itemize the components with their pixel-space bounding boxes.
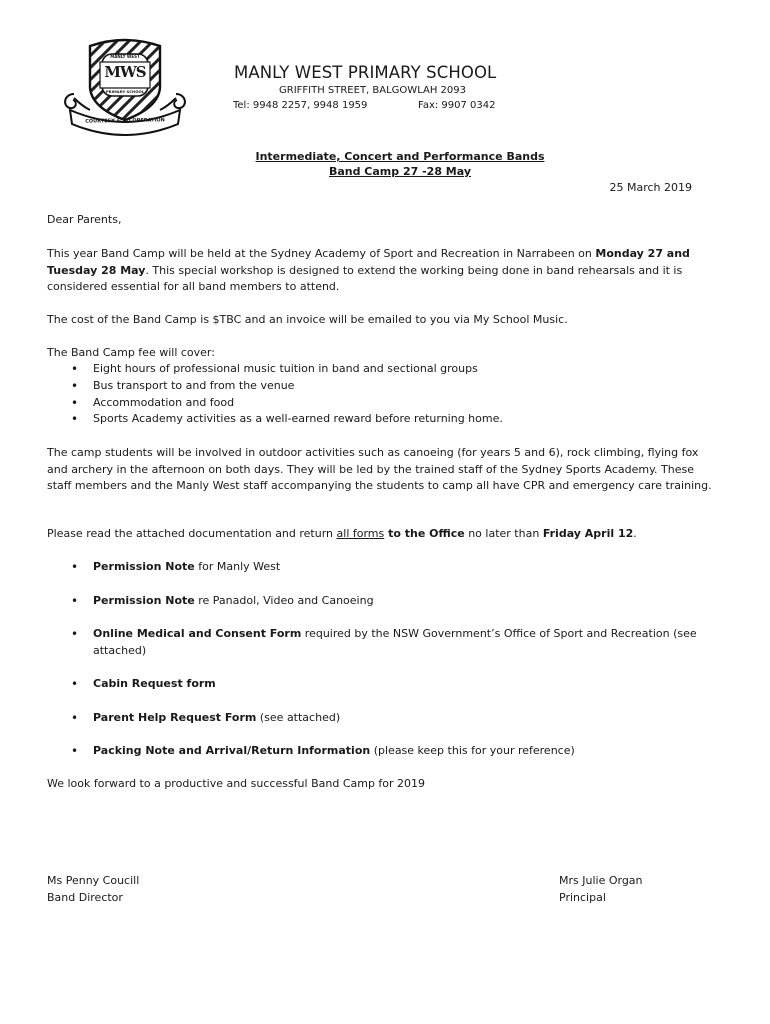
signatory-name: Mrs Julie Organ xyxy=(559,874,643,887)
instruction-text-end: . xyxy=(633,527,637,540)
letter-date: 25 March 2019 xyxy=(609,181,692,194)
form-title: Permission Note xyxy=(93,560,195,573)
form-item xyxy=(47,710,715,727)
fee-cover-list xyxy=(47,361,707,428)
camp-dates: Monday 27 and Tuesday 28 May xyxy=(47,247,690,277)
all-forms-emphasis: all forms xyxy=(336,527,385,540)
school-name: MANLY WEST PRIMARY SCHOOL xyxy=(234,63,497,82)
deadline-date: Friday April 12 xyxy=(542,527,634,540)
list-item: • Accommodation and food xyxy=(47,395,707,412)
form-item xyxy=(47,593,715,610)
school-address: GRIFFITH STREET, BALGOWLAH 2093 xyxy=(279,85,466,96)
crest-motto: COURTESY & CO OPERATION xyxy=(85,117,165,125)
letter-heading-line2: Band Camp 27 -28 May xyxy=(328,165,472,178)
cost-paragraph: The cost of the Band Camp is $TBC and an invoice will be emailed to you via My School Music. xyxy=(47,313,568,326)
form-item xyxy=(47,743,715,760)
form-note: required by the NSW Government’s Office of Sport and Recreation (see attached) xyxy=(93,627,697,657)
signatory-title: Band Director xyxy=(47,890,123,904)
form-title: Online Medical and Consent Form xyxy=(93,627,302,640)
instruction-text-mid: no later than xyxy=(464,527,543,540)
list-item: • Sports Academy activities as a well-earned reward before returning home. xyxy=(47,411,707,428)
list-item: • Bus transport to and from the venue xyxy=(47,378,707,395)
form-item xyxy=(47,559,715,576)
forms-list xyxy=(47,559,715,777)
crest-top-text: MANLY WEST xyxy=(110,54,140,59)
form-title: Permission Note xyxy=(93,593,195,607)
fee-cover-intro: The Band Camp fee will cover: xyxy=(47,346,215,359)
form-title: Packing Note and Arrival/Return Information xyxy=(93,744,371,757)
signature-principal xyxy=(559,873,643,906)
signatory-title: Principal xyxy=(559,890,606,904)
intro-text: This year Band Camp will be held at the Sydney Academy of Sport and Recreation in Narrabeen on xyxy=(47,247,596,260)
letter-heading-line1: Intermediate, Concert and Performance Bands xyxy=(255,150,545,163)
activities-paragraph: The camp students will be involved in outdoor activities such as canoeing (for years 5 and 6), rock climbing, flying fox and archery in the afternoon on both days. They will be led by the trained staff of the Sydney Sports Academy. These staff members and the Manly West staff accompanying the students to camp all have CPR and emergency care training. xyxy=(47,446,712,492)
form-title: Parent Help Request Form xyxy=(93,710,257,724)
form-item xyxy=(47,676,715,693)
office-emphasis: to the Office xyxy=(384,527,465,540)
school-fax: Fax: 9907 0342 xyxy=(418,100,496,111)
form-title: Cabin Request form xyxy=(93,677,216,690)
intro-paragraph xyxy=(47,246,715,296)
form-note: for Manly West xyxy=(194,560,281,573)
instruction-text: Please read the attached documentation and return xyxy=(47,527,337,540)
signature-band-director xyxy=(47,873,139,906)
salutation: Dear Parents, xyxy=(47,213,122,226)
form-note: (see attached) xyxy=(256,710,341,724)
form-note: re Panadol, Video and Canoeing xyxy=(194,593,374,607)
signatory-name: Ms Penny Coucill xyxy=(47,874,140,887)
closing-line: We look forward to a productive and successful Band Camp for 2019 xyxy=(47,777,426,790)
form-item xyxy=(47,626,715,659)
return-forms-instruction xyxy=(47,526,715,543)
crest-bottom-text: PRIMARY SCHOOL xyxy=(105,89,145,94)
form-note: (please keep this for your reference) xyxy=(370,744,575,757)
school-crest-logo xyxy=(60,36,190,140)
intro-text-continued: . This special workshop is designed to extend the working being done in band rehearsals and it is considered essential for all band members to attend. xyxy=(47,263,683,293)
crest-monogram: MWS xyxy=(104,63,146,81)
list-item: • Eight hours of professional music tuition in band and sectional groups xyxy=(47,361,707,378)
school-telephone: Tel: 9948 2257, 9948 1959 xyxy=(233,100,368,111)
